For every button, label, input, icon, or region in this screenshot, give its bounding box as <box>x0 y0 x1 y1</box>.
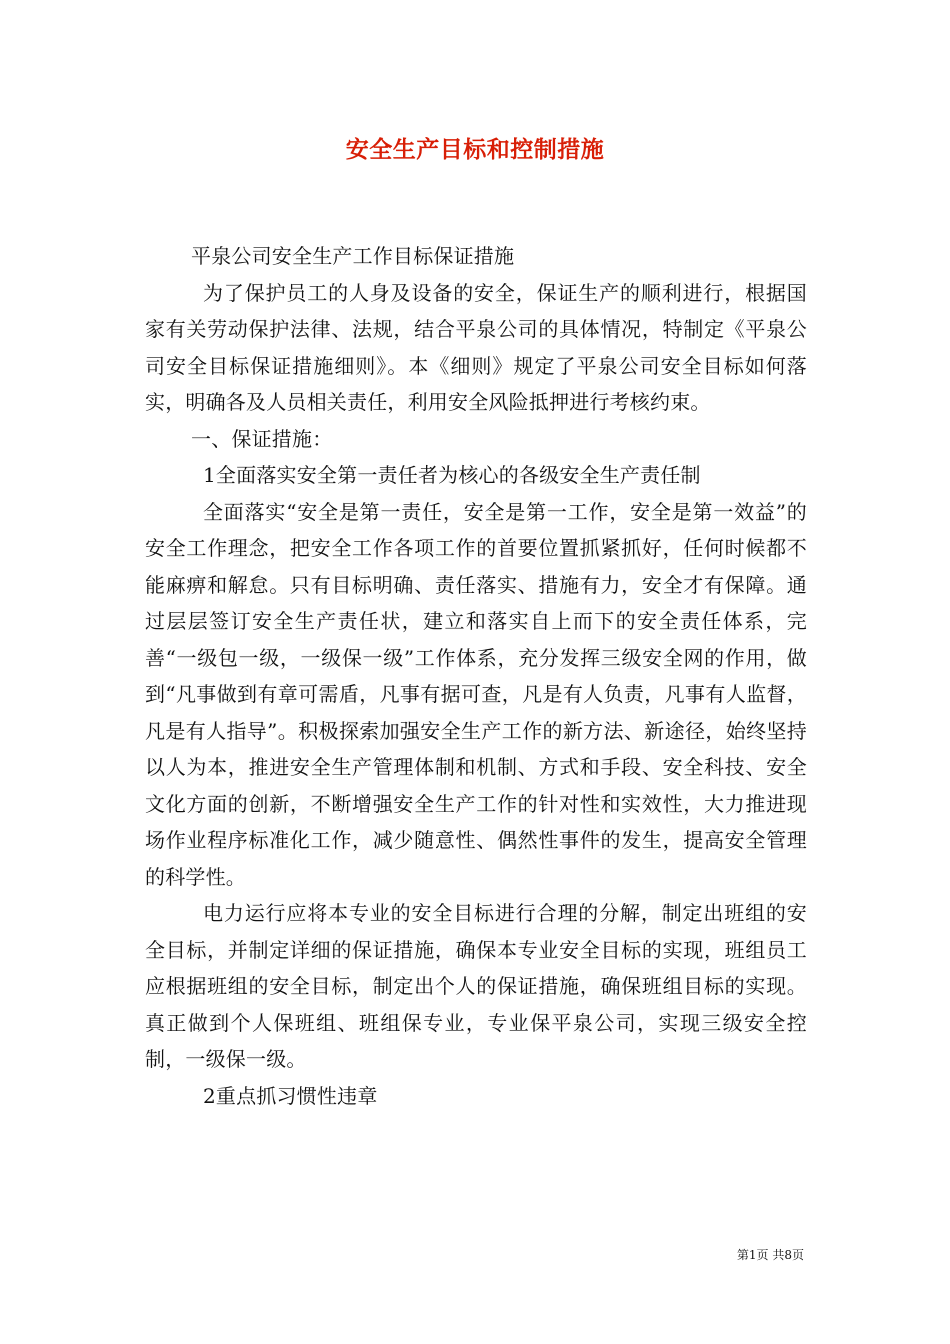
section-heading-measures: 一、保证措施： <box>191 426 333 451</box>
item-heading-2: 2重点抓习惯性违章 <box>203 1083 378 1108</box>
document-body <box>145 238 807 1114</box>
paragraph-responsibility: 全面落实“安全是第一责任，安全是第一工作，安全是第一效益”的安全工作理念，把安全工作各项工作的首要位置抓紧抓好，任何时候都不能麻痹和解怠。只有目标明确、责任落实、措施有力，安全才有保障。通过层层签订安全生产责任状，建立和落实自上而下的安全责任体系，完善“一级包一级，一级保一级”工作体系，充分发挥三级安全网的作用，做到“凡事做到有章可需盾，凡事有据可查，凡是有人负责，凡事有人监督，凡是有人指导”。积极探索加强安全生产工作的新方法、新途径，始终坚持以人为本，推进安全生产管理体制和机制、方式和手段、安全科技、安全文化方面的创新，不断增强安全生产工作的针对性和实效性，大力推进现场作业程序标准化工作，减少随意性、偶然性事件的发生，提高安全管理的科学性。 <box>145 499 807 889</box>
paragraph-power-operation: 电力运行应将本专业的安全目标进行合理的分解，制定出班组的安全目标，并制定详细的保证措施，确保本专业安全目标的实现，班组员工应根据班组的安全目标，制定出个人的保证措施，确保班组目标的实现。真正做到个人保班组、班组保专业，专业保平泉公司，实现三级安全控制，一级保一级。 <box>145 901 807 1071</box>
page-number: 第1页 共8页 <box>736 1248 804 1262</box>
page-title: 安全生产目标和控制措施 <box>345 137 605 163</box>
subtitle: 平泉公司安全生产工作目标保证措施 <box>191 244 515 268</box>
paragraph-intro: 为了保护员工的人身及设备的安全，保证生产的顺利进行，根据国家有关劳动保护法律、法规，结合平泉公司的具体情况，特制定《平泉公司安全目标保证措施细则》。本《细则》规定了平泉公司安全目标如何落实，明确各及人员相关责任，利用安全风险抵押进行考核约束。 <box>145 280 807 414</box>
item-heading-1: 1全面落实安全第一责任者为核心的各级安全生产责任制 <box>203 463 701 487</box>
